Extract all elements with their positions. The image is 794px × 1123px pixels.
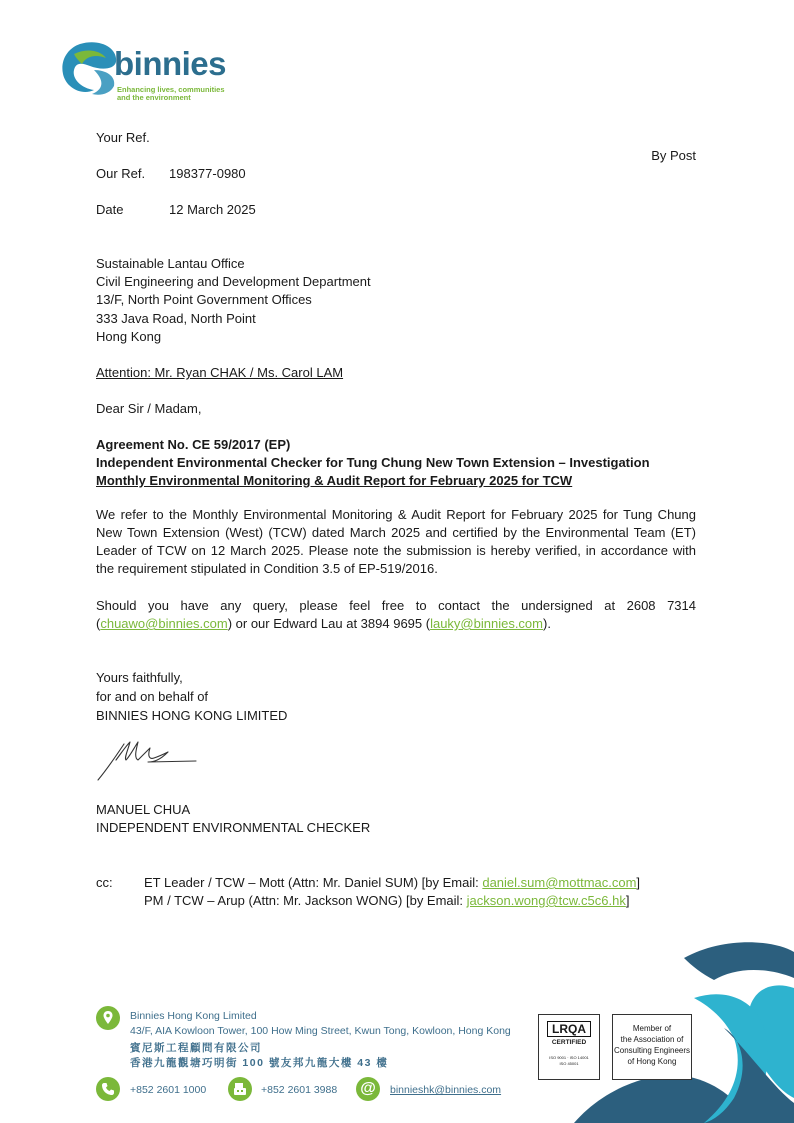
para2-text-c: ).: [543, 616, 551, 631]
footer-address-cn: 香港九龍觀塘巧明街 100 號友邦九龍大樓 43 樓: [130, 1057, 389, 1069]
footer-address: 43/F, AIA Kowloon Tower, 100 How Ming Street, Kwun Tong, Kowloon, Hong Kong: [130, 1025, 511, 1037]
recipient-line: 333 Java Road, North Point: [96, 311, 256, 326]
logo-wordmark: binnies: [114, 45, 227, 82]
cc-label: cc:: [96, 875, 113, 890]
email-at-icon: @: [356, 1077, 380, 1101]
footer-fax: +852 2601 3988: [261, 1084, 338, 1096]
logo-mark-icon: [60, 40, 122, 98]
member-line: the Association of: [620, 1035, 684, 1044]
footer-company-cn: 賓尼斯工程顧問有限公司: [130, 1042, 262, 1054]
footer-phone: +852 2601 1000: [130, 1084, 207, 1096]
closing-line: Yours faithfully,: [96, 670, 183, 685]
closing-company: BINNIES HONG KONG LIMITED: [96, 708, 288, 723]
salutation: Dear Sir / Madam,: [96, 401, 202, 416]
cc-item-1-text: ET Leader / TCW – Mott (Attn: Mr. Daniel SUM) [by Email:: [144, 875, 483, 890]
para2-text-a: Should you have any query, please feel free to contact the undersigned at 2608 7314 (: [96, 598, 696, 631]
cc-item-2-end: ]: [625, 893, 630, 908]
cc-item-2: [144, 892, 629, 910]
body-paragraph-2: [96, 597, 696, 633]
subject-title: Independent Environmental Checker for Tung Chung New Town Extension – Investigation: [96, 455, 650, 470]
member-line: Member of: [632, 1024, 672, 1033]
acehk-membership-badge: [612, 1014, 692, 1080]
logo-tagline-1: Enhancing lives, communities: [117, 85, 225, 94]
closing-line: for and on behalf of: [96, 689, 209, 704]
lrqa-logo-text: LRQA: [547, 1021, 591, 1037]
logo-tagline-2: and the environment: [117, 93, 191, 102]
attention-line: Attention: Mr. Ryan CHAK / Ms. Carol LAM: [96, 365, 344, 380]
phone-icon: [96, 1077, 120, 1101]
lrqa-iso-1: ISO 9001 · ISO 14001: [549, 1055, 589, 1060]
cc-item-2-text: PM / TCW – Arup (Attn: Mr. Jackson WONG) [by Email:: [144, 893, 467, 908]
cc-item-1: [144, 874, 640, 892]
fax-icon: [228, 1077, 252, 1101]
lrqa-certification-badge: [538, 1014, 600, 1080]
our-ref-value: 198377-0980: [169, 166, 246, 181]
company-logo: [60, 40, 240, 106]
lrqa-iso-2: ISO 45001: [559, 1061, 579, 1066]
recipient-line: Civil Engineering and Development Department: [96, 274, 371, 289]
date-label: Date: [96, 202, 124, 217]
date-value: 12 March 2025: [169, 202, 256, 217]
email-link-jackson-wong[interactable]: jackson.wong@tcw.c5c6.hk: [466, 893, 626, 908]
recipient-line: Hong Kong: [96, 329, 162, 344]
lrqa-certified: CERTIFIED: [551, 1039, 587, 1046]
subject-agreement: Agreement No. CE 59/2017 (EP): [96, 437, 291, 452]
signatory-name: MANUEL CHUA: [96, 802, 191, 817]
email-link-chuawo[interactable]: chuawo@binnies.com: [100, 616, 228, 631]
location-pin-icon: [96, 1006, 120, 1030]
email-link-lauky[interactable]: lauky@binnies.com: [430, 616, 543, 631]
member-line: of Hong Kong: [627, 1057, 677, 1066]
handwritten-signature: [94, 738, 200, 784]
email-link-daniel-sum[interactable]: daniel.sum@mottmac.com: [482, 875, 637, 890]
member-line: Consulting Engineers: [613, 1046, 691, 1055]
delivery-method: By Post: [651, 148, 696, 163]
body-paragraph-1: We refer to the Monthly Environmental Monitoring & Audit Report for February 2025 for Tung Chung New Town Extension (West) (TCW) dated March 2025 and certified by the Environmental Team (ET) Leader of TCW on 12 March 2025. Please note the submission is hereby verified, in accordance with the requirement stipulated in Condition 3.5 of EP-519/2016.: [96, 507, 696, 576]
cc-item-1-end: ]: [636, 875, 641, 890]
subject-report: Monthly Environmental Monitoring & Audit Report for February 2025 for TCW: [96, 473, 573, 488]
recipient-line: Sustainable Lantau Office: [96, 256, 245, 271]
recipient-line: 13/F, North Point Government Offices: [96, 292, 312, 307]
footer-email-link[interactable]: binnieshk@binnies.com: [390, 1084, 502, 1096]
signatory-title: INDEPENDENT ENVIRONMENTAL CHECKER: [96, 820, 371, 835]
para2-text-b: ) or our Edward Lau at 3894 9695 (: [227, 616, 431, 631]
our-ref-label: Our Ref.: [96, 166, 146, 181]
your-ref-label: Your Ref.: [96, 130, 150, 145]
footer-company: Binnies Hong Kong Limited: [130, 1010, 257, 1022]
